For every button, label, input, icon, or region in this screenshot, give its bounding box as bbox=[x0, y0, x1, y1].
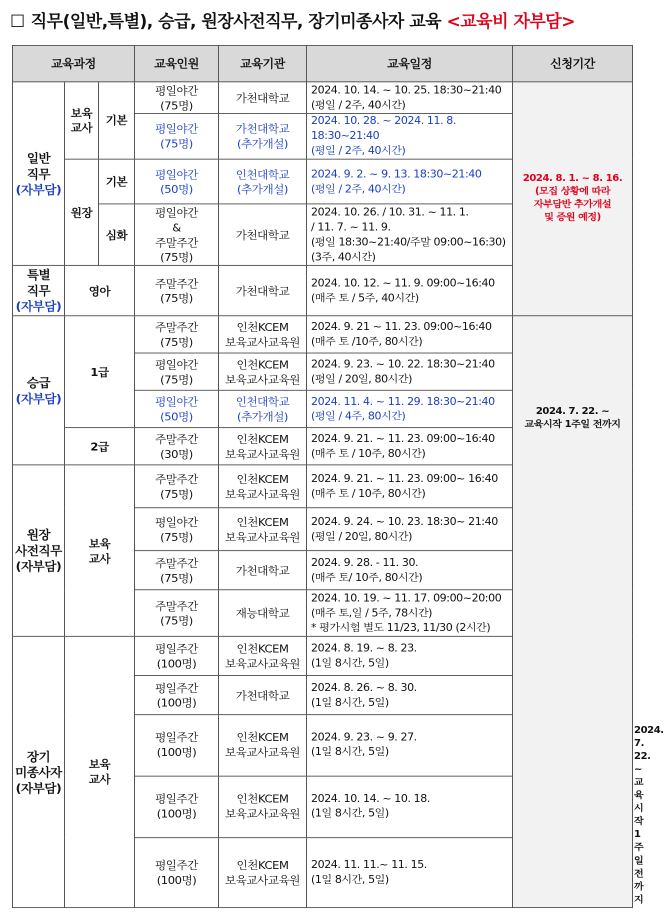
inst-cell: 인천대학교 (추가개설) bbox=[219, 159, 307, 204]
inst-cell: 인천KCEM 보육교사교육원 bbox=[219, 508, 307, 551]
category-long-term: 장기 미종사자 (자부담) bbox=[13, 636, 65, 907]
people-cell: 평일야간 (75명) bbox=[135, 353, 219, 390]
schedule-cell: 2024. 10. 28. ~ 2024. 11. 8. 18:30~21:40 (평일 / 2주, 40시간) bbox=[307, 114, 513, 160]
schedule-cell: 2024. 8. 19. ~ 8. 23. (1일 8시간, 5일) bbox=[307, 636, 513, 675]
subcat-grade2: 2급 bbox=[65, 428, 135, 465]
schedule-cell: 2024. 9. 21. ~ 11. 23. 09:00~16:40 (매주 토 / 10주, 80시간) bbox=[307, 428, 513, 465]
category-special: 특별 직무 (자부담) bbox=[13, 265, 65, 315]
people-cell: 주말주간 (75명) bbox=[135, 316, 219, 353]
inst-cell: 인천대학교 (추가개설) bbox=[219, 390, 307, 427]
people-cell: 평일주간 (100명) bbox=[135, 675, 219, 714]
title-main: 직무(일반,특별), 승급, 원장사전직무, 장기미종사자 교육 bbox=[30, 12, 442, 32]
schedule-cell: 2024. 9. 21 ~ 11. 23. 09:00~16:40 (매주 토 /10주, 80시간) bbox=[307, 316, 513, 353]
schedule-cell: 2024. 10. 14. ~ 10. 18. (1일 8시간, 5일) bbox=[307, 776, 513, 837]
schedule-cell: 2024. 9. 21. ~ 11. 23. 09:00~ 16:40 (매주 토 / 10주, 80시간) bbox=[307, 465, 513, 508]
inst-cell: 인천KCEM 보육교사교육원 bbox=[219, 316, 307, 353]
title-sub: <교육비 자부담> bbox=[446, 12, 575, 32]
people-cell: 주말주간 (75명) bbox=[135, 265, 219, 315]
apply-period-1: 2024. 8. 1. ~ 8. 16. (모집 상황에 따라 자부담반 추가개설 및 증원 예정) bbox=[513, 82, 633, 316]
schedule-cell: 2024. 10. 26. / 10. 31. ~ 11. 1. / 11. 7. ~ 11. 9. (평일 18:30~21:40/주말 09:00~16:30) (3주, 40시간) bbox=[307, 204, 513, 266]
people-cell: 주말주간 (30명) bbox=[135, 428, 219, 465]
inst-cell: 인천KCEM 보육교사교육원 bbox=[219, 636, 307, 675]
people-cell: 평일야간 (75명) bbox=[135, 114, 219, 160]
inst-cell: 인천KCEM 보육교사교육원 bbox=[219, 428, 307, 465]
people-cell: 평일야간 & 주말주간 (75명) bbox=[135, 204, 219, 266]
people-cell: 평일주간 (100명) bbox=[135, 837, 219, 907]
subcat-basic2: 기본 bbox=[99, 159, 135, 204]
subcat-bo-teacher-3: 보육 교사 bbox=[65, 636, 135, 907]
people-cell: 평일주간 (100명) bbox=[135, 776, 219, 837]
people-cell: 주말주간 (75명) bbox=[135, 551, 219, 590]
page-title bbox=[10, 6, 575, 38]
inst-cell: 인천KCEM 보육교사교육원 bbox=[219, 353, 307, 390]
schedule-cell: 2024. 9. 23. ~ 10. 22. 18:30~21:40 (평일 / 20일, 80시간) bbox=[307, 353, 513, 390]
subcat-wonjang: 원장 bbox=[65, 159, 99, 265]
inst-cell: 가천대학교 bbox=[219, 204, 307, 266]
people-cell: 평일야간 (75명) bbox=[135, 508, 219, 551]
table-row bbox=[13, 82, 633, 114]
header-course: 교육과정 bbox=[13, 45, 135, 81]
inst-cell: 인천KCEM 보육교사교육원 bbox=[219, 776, 307, 837]
schedule-cell: 2024. 10. 19. ~ 11. 17. 09:00~20:00 (매주 토,일 / 5주, 78시간) * 평가시험 별도 11/23, 11/30 (2시간) bbox=[307, 590, 513, 637]
people-cell: 평일주간 (100명) bbox=[135, 715, 219, 776]
inst-cell: 인천KCEM 보육교사교육원 bbox=[219, 715, 307, 776]
inst-cell: 가천대학교 (추가개설) bbox=[219, 114, 307, 160]
schedule-cell: 2024. 9. 28. - 11. 30. (매주 토/ 10주, 80시간) bbox=[307, 551, 513, 590]
header-people: 교육인원 bbox=[135, 45, 219, 81]
table-row bbox=[13, 316, 633, 353]
header-schedule: 교육일정 bbox=[307, 45, 513, 81]
schedule-cell: 2024. 10. 12. ~ 11. 9. 09:00~16:40 (매주 토 / 5주, 40시간) bbox=[307, 265, 513, 315]
header-inst: 교육기관 bbox=[219, 45, 307, 81]
schedule-cell: 2024. 8. 26. ~ 8. 30. (1일 8시간, 5일) bbox=[307, 675, 513, 714]
category-promotion: 승급 (자부담) bbox=[13, 316, 65, 465]
schedule-cell: 2024. 11. 11.~ 11. 15. (1일 8시간, 5일) bbox=[307, 837, 513, 907]
people-cell: 평일야간 (50명) bbox=[135, 390, 219, 427]
category-director: 원장 사전직무 (자부담) bbox=[13, 465, 65, 636]
inst-cell: 인천KCEM 보육교사교육원 bbox=[219, 465, 307, 508]
schedule-cell: 2024. 9. 23. ~ 9. 27. (1일 8시간, 5일) bbox=[307, 715, 513, 776]
inst-cell: 가천대학교 bbox=[219, 551, 307, 590]
header-period: 신청기간 bbox=[513, 45, 633, 81]
education-table bbox=[12, 45, 664, 908]
subcat-infant: 영아 bbox=[65, 265, 135, 315]
people-cell: 평일야간 (75명) bbox=[135, 82, 219, 114]
category-general: 일반 직무 (자부담) bbox=[13, 82, 65, 266]
subcat-deep: 심화 bbox=[99, 204, 135, 266]
inst-cell: 가천대학교 bbox=[219, 265, 307, 315]
subcat-bo-teacher-2: 보육 교사 bbox=[65, 465, 135, 636]
schedule-cell: 2024. 9. 2. ~ 9. 13. 18:30~21:40 (평일 / 2주, 40시간) bbox=[307, 159, 513, 204]
people-cell: 주말주간 (75명) bbox=[135, 590, 219, 637]
apply-period-2: 2024. 7. 22. ~ 교육시작 1주일 전까지 bbox=[513, 316, 633, 908]
subcat-bo-teacher: 보육 교사 bbox=[65, 82, 99, 159]
subcat-grade1: 1급 bbox=[65, 316, 135, 428]
schedule-cell: 2024. 10. 14. ~ 10. 25. 18:30~21:40 (평일 / 2주, 40시간) bbox=[307, 82, 513, 114]
inst-cell: 가천대학교 bbox=[219, 82, 307, 114]
people-cell: 주말주간 (75명) bbox=[135, 465, 219, 508]
table-row: 평일주간 (100명) 인천KCEM 보육교사교육원 2024. 9. 23. ~ 9. 27. (1일 8시간, 5일) 2024. 7. 22. ~ 교육시작 1주일 전까지 bbox=[13, 715, 633, 776]
inst-cell: 재능대학교 bbox=[219, 590, 307, 637]
people-cell: 평일야간 (50명) bbox=[135, 159, 219, 204]
inst-cell: 가천대학교 bbox=[219, 675, 307, 714]
header-row bbox=[13, 45, 633, 81]
schedule-cell: 2024. 11. 4. ~ 11. 29. 18:30~21:40 (평일 / 4주, 80시간) bbox=[307, 390, 513, 427]
people-cell: 평일주간 (100명) bbox=[135, 636, 219, 675]
subcat-basic: 기본 bbox=[99, 82, 135, 159]
schedule-cell: 2024. 9. 24. ~ 10. 23. 18:30~ 21:40 (평일 / 20일, 80시간) bbox=[307, 508, 513, 551]
inst-cell: 인천KCEM 보육교사교육원 bbox=[219, 837, 307, 907]
checkbox-icon: ☐ bbox=[10, 12, 25, 32]
